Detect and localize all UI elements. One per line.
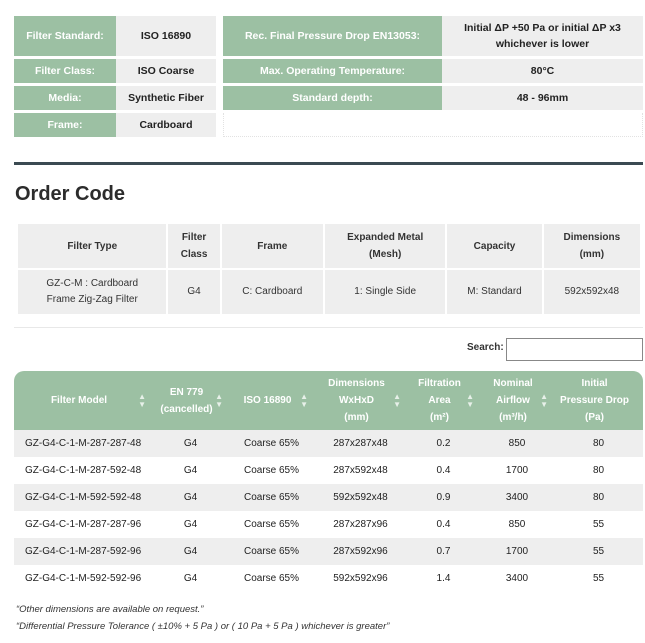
sort-arrows-icon: ▲ ▼	[138, 391, 146, 409]
table-row	[14, 511, 643, 538]
spec-row	[14, 59, 216, 83]
spec-row	[14, 16, 216, 56]
table-cell: 287x287x48	[314, 430, 407, 457]
column-header-nominal-airflow[interactable]: Nominal Airflow (m³/h) ▲ ▼	[493, 378, 548, 423]
table-cell: Coarse 65%	[229, 565, 314, 592]
table-cell: 55	[554, 511, 643, 538]
table-cell: G4	[152, 538, 229, 565]
table-cell: 0.2	[407, 430, 480, 457]
column-header-filter-model[interactable]: Filter Model ▲ ▼	[50, 391, 146, 409]
order-code-row	[18, 270, 640, 314]
table-cell: G4	[152, 484, 229, 511]
table-cell: 287x287x96	[314, 511, 407, 538]
order-code-cell: G4	[168, 270, 219, 314]
table-cell: 55	[554, 565, 643, 592]
order-code-cell: 1: Single Side	[325, 270, 445, 314]
table-cell: 287x592x48	[314, 457, 407, 484]
sort-arrows-icon: ▲ ▼	[540, 391, 548, 409]
column-header-pressure-drop[interactable]: Initial Pressure Drop (Pa)	[560, 378, 629, 423]
table-cell: 287x592x96	[314, 538, 407, 565]
table-cell: 850	[480, 511, 554, 538]
spec-row-empty	[223, 113, 643, 137]
table-row	[14, 484, 643, 511]
sort-arrows-icon: ▲ ▼	[466, 391, 474, 409]
table-cell: Coarse 65%	[229, 511, 314, 538]
table-row	[14, 538, 643, 565]
table-cell: 3400	[480, 484, 554, 511]
spec-value: Synthetic Fiber	[116, 86, 216, 110]
table-cell: 592x592x96	[314, 565, 407, 592]
column-header-filtration-area[interactable]: Filtration Area (m²) ▲ ▼	[418, 378, 474, 423]
specs-table-right	[223, 16, 643, 140]
table-cell: 55	[554, 538, 643, 565]
table-cell: 0.4	[407, 457, 480, 484]
table-cell: GZ-G4-C-1-M-287-287-96	[14, 511, 152, 538]
order-code-header: Expanded Metal (Mesh)	[325, 224, 445, 268]
spec-row	[223, 16, 643, 56]
spec-label: Media:	[14, 86, 116, 110]
table-cell: 1700	[480, 457, 554, 484]
sort-arrows-icon: ▲ ▼	[300, 391, 308, 409]
sort-arrows-icon: ▲ ▼	[215, 391, 223, 409]
table-cell: GZ-G4-C-1-M-287-592-96	[14, 538, 152, 565]
thin-divider	[14, 327, 643, 328]
spec-row	[223, 86, 643, 110]
table-cell: G4	[152, 430, 229, 457]
note-other-dimensions: “Other dimensions are available on request.”	[16, 604, 204, 615]
table-cell: 80	[554, 457, 643, 484]
sort-arrows-icon: ▲ ▼	[393, 391, 401, 409]
table-cell: 0.9	[407, 484, 480, 511]
table-cell: 592x592x48	[314, 484, 407, 511]
table-row	[14, 565, 643, 592]
search-label: Search:	[467, 342, 504, 353]
note-pressure-tolerance: “Differential Pressure Tolerance ( ±10% + 5 Pa ) or ( 10 Pa + 5 Pa ) whichever is greater”	[16, 621, 390, 632]
spec-row	[14, 113, 216, 137]
table-cell: G4	[152, 457, 229, 484]
spec-value: 80°C	[442, 59, 643, 83]
table-cell: Coarse 65%	[229, 484, 314, 511]
table-cell: 80	[554, 430, 643, 457]
products-header-row	[14, 371, 643, 430]
search-input[interactable]	[506, 338, 643, 361]
order-code-title: Order Code	[15, 183, 126, 205]
table-row	[14, 457, 643, 484]
order-code-cell: 592x592x48	[544, 270, 640, 314]
order-code-cell: M: Standard	[447, 270, 541, 314]
table-cell: 1.4	[407, 565, 480, 592]
order-code-header-row	[18, 224, 640, 268]
order-code-cell: GZ-C-M : Cardboard Frame Zig-Zag Filter	[18, 270, 166, 314]
order-code-table	[16, 222, 642, 316]
order-code-header: Frame	[222, 224, 323, 268]
order-code-header: Filter Class	[168, 224, 219, 268]
table-cell: GZ-G4-C-1-M-592-592-48	[14, 484, 152, 511]
spec-label: Filter Class:	[14, 59, 116, 83]
spec-value-line: Initial ΔP +50 Pa or initial ΔP x3	[464, 22, 621, 34]
column-header-iso16890[interactable]: ISO 16890 ▲ ▼	[243, 391, 308, 409]
table-cell: GZ-G4-C-1-M-287-287-48	[14, 430, 152, 457]
spec-row	[223, 59, 643, 83]
table-cell: GZ-G4-C-1-M-592-592-96	[14, 565, 152, 592]
table-cell: Coarse 65%	[229, 457, 314, 484]
spec-value: ISO Coarse	[116, 59, 216, 83]
spec-value	[442, 16, 643, 56]
table-cell: 1700	[480, 538, 554, 565]
order-code-header: Filter Type	[18, 224, 166, 268]
table-cell: 850	[480, 430, 554, 457]
spec-value-line: whichever is lower	[495, 38, 590, 50]
spec-label: Standard depth:	[223, 86, 442, 110]
table-cell: 0.7	[407, 538, 480, 565]
spec-value: Cardboard	[116, 113, 216, 137]
column-header-en779[interactable]: EN 779 (cancelled) ▲ ▼	[160, 386, 223, 415]
table-cell: Coarse 65%	[229, 430, 314, 457]
table-cell: GZ-G4-C-1-M-287-592-48	[14, 457, 152, 484]
spec-label: Max. Operating Temperature:	[223, 59, 442, 83]
spec-row	[14, 86, 216, 110]
section-divider	[14, 162, 643, 165]
order-code-cell: C: Cardboard	[222, 270, 323, 314]
table-row	[14, 430, 643, 457]
spec-value: ISO 16890	[116, 16, 216, 56]
table-cell: 0.4	[407, 511, 480, 538]
spec-value: 48 - 96mm	[442, 86, 643, 110]
table-cell: Coarse 65%	[229, 538, 314, 565]
spec-label: Rec. Final Pressure Drop EN13053:	[223, 16, 442, 56]
order-code-header: Capacity	[447, 224, 541, 268]
table-cell: G4	[152, 511, 229, 538]
table-cell: 3400	[480, 565, 554, 592]
column-header-dimensions[interactable]: Dimensions WxHxD (mm) ▲ ▼	[328, 378, 401, 423]
spec-label: Filter Standard:	[14, 16, 116, 56]
table-cell: G4	[152, 565, 229, 592]
table-cell: 80	[554, 484, 643, 511]
specs-table-left	[14, 16, 216, 140]
spec-label: Frame:	[14, 113, 116, 137]
products-table	[14, 371, 643, 592]
order-code-header: Dimensions (mm)	[544, 224, 640, 268]
